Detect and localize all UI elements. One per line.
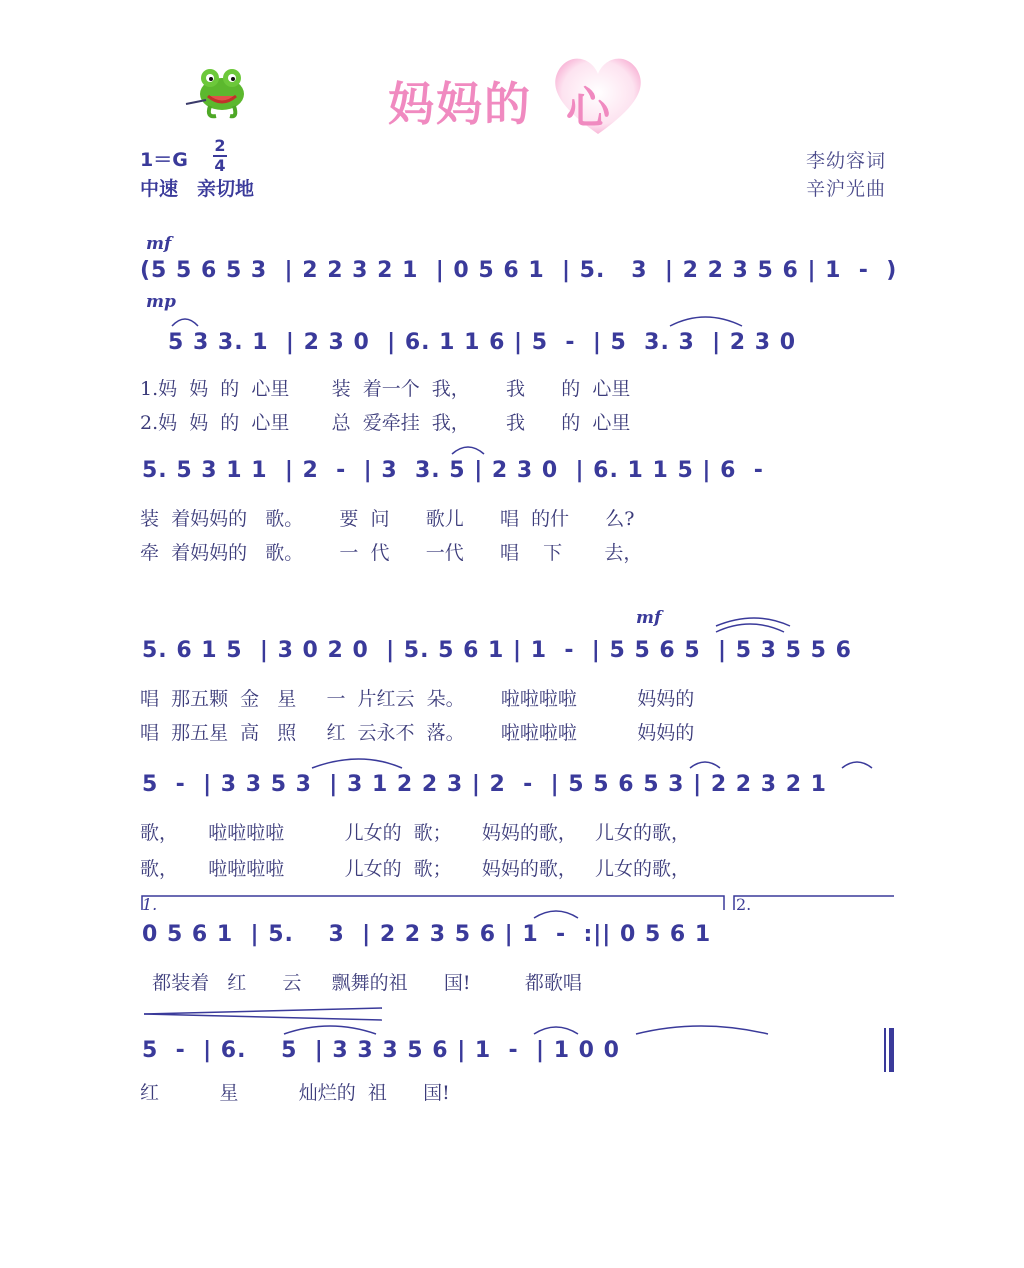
composer-credit: 辛沪光曲: [806, 178, 887, 200]
lyric-line-verse-1: 都装着 红 云 飘舞的祖 国! 都歌唱: [140, 972, 582, 994]
lyric-line-verse-2: 歌， 啦啦啦啦 儿女的 歌； 妈妈的歌， 儿女的歌，: [140, 858, 690, 880]
lyricist-credit: 李幼容词: [806, 150, 887, 172]
lyric-line-verse-2: 2.妈 妈 的 心里 总 爱牵挂 我， 我 的 心里: [140, 412, 631, 434]
volta-2-label: 2.: [736, 895, 752, 914]
time-signature-top: 2: [214, 136, 226, 155]
notation-row: 5. 5 3 1 1 | 2 - | 3 3. 5 | 2 3 0 | 6. 1 1 5 | 6 -: [142, 458, 764, 483]
title-heart-character: 心: [566, 83, 610, 134]
notation-row: 5 3 3. 1 | 2 3 0 | 6. 1 1 6 | 5 - | 5 3. 3 | 2 3 0: [168, 330, 797, 355]
key-signature: 1＝G: [140, 149, 188, 171]
lyric-line-verse-2: 唱 那五星 高 照 红 云永不 落。 啦啦啦啦 妈妈的: [140, 722, 695, 744]
dynamic-marking: mf: [146, 234, 172, 254]
volta-1-label: 1.: [142, 895, 158, 914]
song-title: 妈妈的: [388, 77, 532, 131]
tempo-marking: 中速 亲切地: [140, 178, 255, 200]
time-signature-bottom: 4: [214, 156, 226, 175]
lyric-line-verse-1: 唱 那五颗 金 星 一 片红云 朵。 啦啦啦啦 妈妈的: [140, 688, 695, 710]
lyric-line-verse-1: 红 星 灿烂的 祖 国!: [140, 1082, 450, 1104]
notation-row: 5. 6 1 5 | 3 0 2 0 | 5. 5 6 1 | 1 - | 5 5 6 5 | 5 3 5 5 6: [142, 638, 852, 663]
lyric-line-verse-1: 装 着妈妈的 歌。 要 问 歌儿 唱 的什 么?: [140, 508, 635, 530]
lyric-line-verse-2: 牵 着妈妈的 歌。 一 代 一代 唱 下 去，: [140, 542, 643, 564]
dynamic-marking: mf: [636, 608, 662, 628]
notation-row: 5 - | 3 3 5 3 | 3 1 2 2 3 | 2 - | 5 5 6 5 3 | 2 2 3 2 1: [142, 772, 827, 797]
notation-row: 5 - | 6. 5 | 3 3 3 5 6 | 1 - | 1 0 0: [142, 1038, 620, 1063]
notation-row: 0 5 6 1 | 5. 3 | 2 2 3 5 6 | 1 - :|| 0 5 6 1: [142, 922, 712, 947]
notation-row: (5 5 6 5 3 | 2 2 3 2 1 | 0 5 6 1 | 5. 3 | 2 2 3 5 6 | 1 - ): [140, 258, 898, 283]
lyric-line-verse-1: 1.妈 妈 的 心里 装 着一个 我， 我 的 心里: [140, 378, 631, 400]
lyric-line-verse-1: 歌， 啦啦啦啦 儿女的 歌； 妈妈的歌， 儿女的歌，: [140, 822, 690, 844]
dynamic-marking: mp: [146, 292, 176, 312]
